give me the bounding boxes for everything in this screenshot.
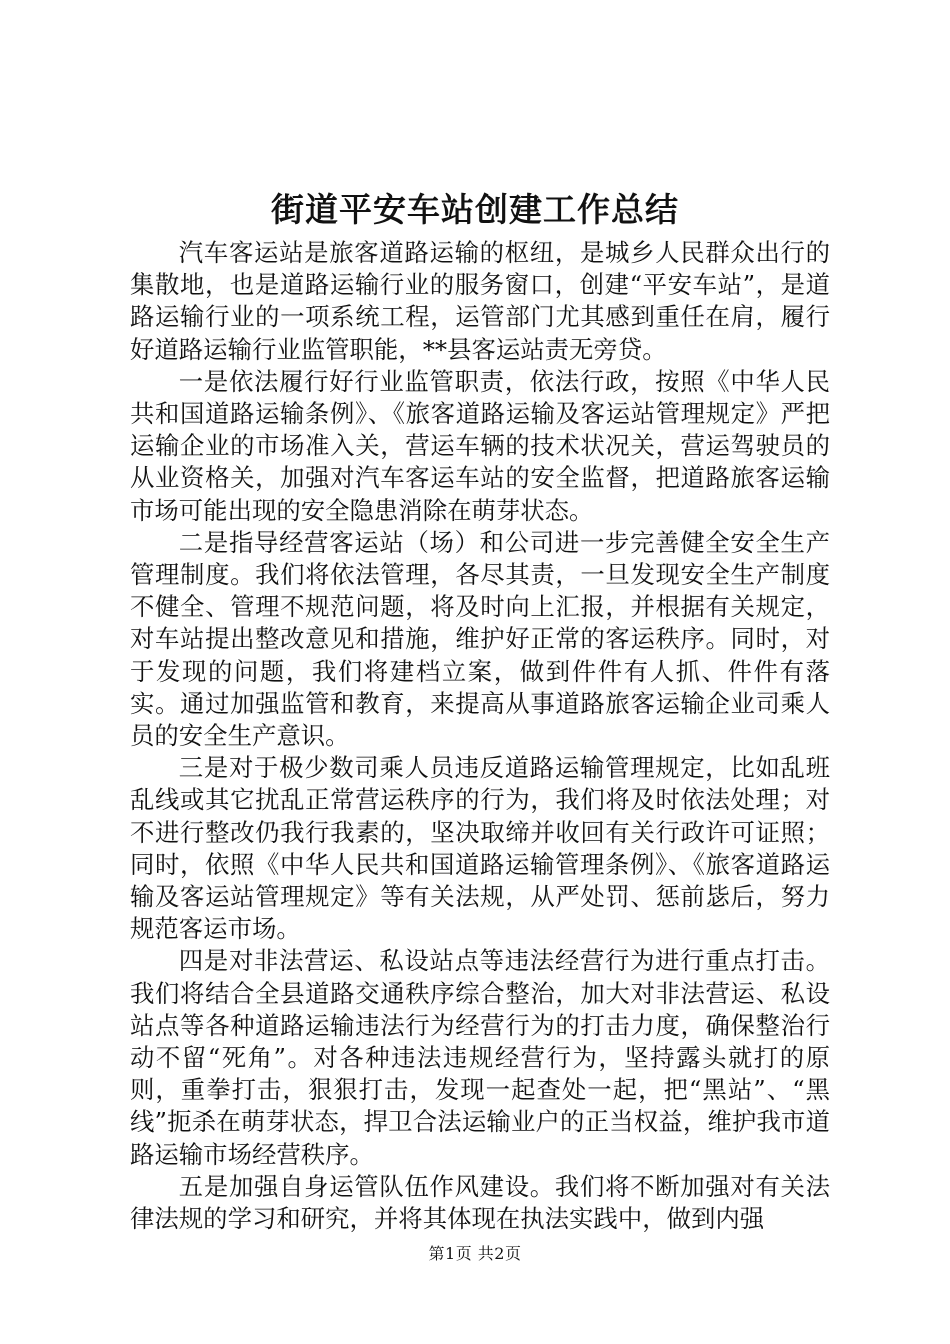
paragraph-point-1: 一是依法履行好行业监管职责，依法行政，按照《中华人民共和国道路运输条例》、《旅客道路运输及客运站管理规定》严把运输企业的市场准入关，营运车辆的技术状况关，营运驾驶员的从业资格关，加强对汽车客运车站的安全监督，把道路旅客运输市场可能出现的安全隐患消除在萌芽状态。 (130, 366, 830, 525)
document-title: 街道平安车站创建工作总结 (271, 190, 679, 229)
page-number-footer: 第1页 共2页 (428, 1244, 522, 1263)
paragraph-point-2: 二是指导经营客运站（场）和公司进一步完善健全安全生产管理制度。我们将依法管理，各尽其责，一旦发现安全生产制度不健全、管理不规范问题，将及时向上汇报，并根据有关规定，对车站提出整改意见和措施，维护好正常的客运秩序。同时，对于发现的问题，我们将建档立案，做到件件有人抓、件件有落实。通过加强监管和教育，来提高从事道路旅客运输企业司乘人员的安全生产意识。 (130, 527, 830, 751)
paragraph-intro: 汽车客运站是旅客道路运输的枢纽，是城乡人民群众出行的集散地，也是道路运输行业的服务窗口，创建“平安车站”，是道路运输行业的一项系统工程，运管部门尤其感到重任在肩，履行好道路运输行业监管职能，**县客运站责无旁贷。 (130, 238, 830, 364)
paragraph-point-3: 三是对于极少数司乘人员违反道路运输管理规定，比如乱班乱线或其它扰乱正常营运秩序的行为，我们将及时依法处理；对不进行整改仍我行我素的，坚决取缔并收回有关行政许可证照；同时，依照《中华人民共和国道路运输管理条例》、《旅客道路运输及客运站管理规定》等有关法规，从严处罚、惩前毖后，努力规范客运市场。 (130, 753, 830, 944)
paragraph-point-5: 五是加强自身运管队伍作风建设。我们将不断加强对有关法律法规的学习和研究，并将其体现在执法实践中，做到内强 (130, 1171, 830, 1234)
document-body (130, 237, 830, 1235)
paragraph-point-4: 四是对非法营运、私设站点等违法经营行为进行重点打击。我们将结合全县道路交通秩序综合整治，加大对非法营运、私设站点等各种道路运输违法行为经营行为的打击力度，确保整治行动不留“死角”。对各种违法违规经营行为，坚持露头就打的原则，重拳打击，狠狠打击，发现一起查处一起，把“黑站”、“黑线”扼杀在萌芽状态，捍卫合法运输业户的正当权益，维护我市道路运输市场经营秩序。 (130, 946, 830, 1169)
